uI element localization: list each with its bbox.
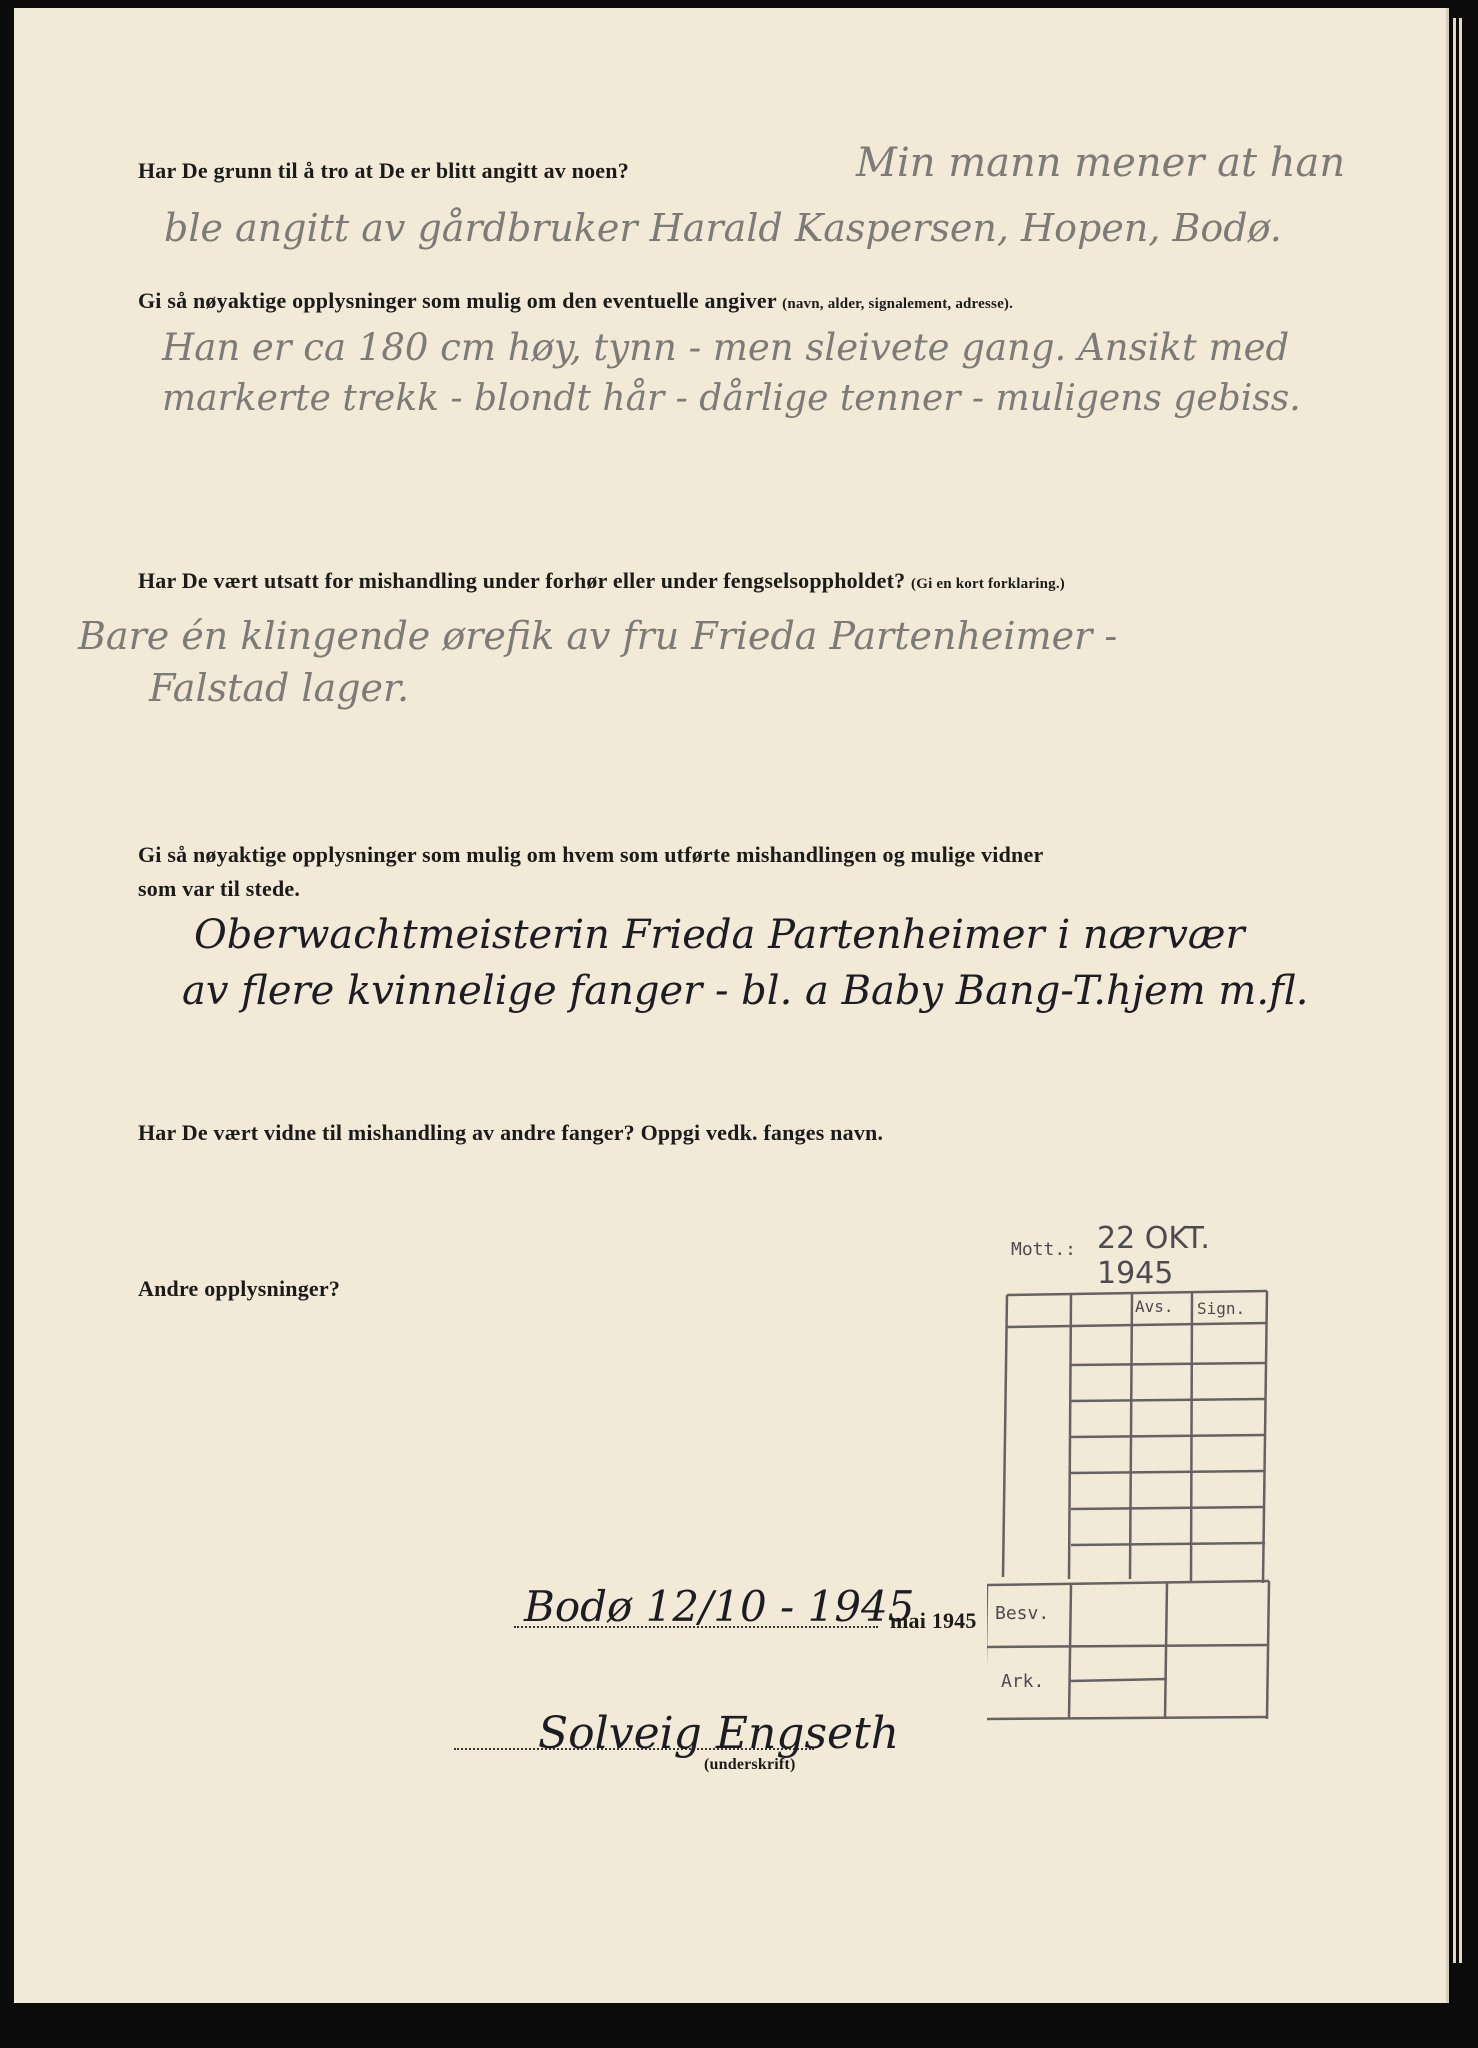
stamp-received-date: 22 OKT. 1945 (1097, 1221, 1210, 1291)
printed-date: mai 1945 (890, 1608, 977, 1633)
question-perpetrator-line1: Gi så nøyaktige opplysninger som mulig om hvem som utførte mishandlingen og mulige vidner (138, 842, 1044, 867)
question-informer-main: Gi så nøyaktige opplysninger som mulig om den eventuelle angiver (138, 288, 777, 313)
question-other-info: Andre opplysninger? (138, 1276, 341, 1301)
answer-denounced-line2: ble angitt av gårdbruker Harald Kaspersen, Hopen, Bodø. (164, 206, 1282, 250)
question-witness: Har De vært vidne til mishandling av andre fanger? Oppgi vedk. fanges navn. (138, 1120, 884, 1145)
handwritten-place-date: Bodø 12/10 - 1945 (524, 1582, 915, 1631)
question-denounced: Har De grunn til å tro at De er blitt angitt av noen? (138, 158, 629, 183)
answer-denounced-line1: Min mann mener at han (856, 140, 1346, 186)
answer-mistreatment-line1: Bare én klingende ørefik av fru Frieda Partenheimer - (78, 614, 1118, 658)
stamp-col-sign: Sign. (1197, 1299, 1246, 1318)
answer-informer-line2: markerte trekk - blondt hår - dårlige tenner - muligens gebiss. (162, 378, 1301, 419)
question-mistreatment (138, 568, 1065, 594)
question-mistreatment-main: Har De vært utsatt for mishandling under forhør eller under fengselsoppholdet? (138, 568, 906, 593)
signature: Solveig Engseth (538, 1708, 900, 1759)
received-stamp (985, 1221, 1275, 1723)
answer-informer-line1: Han er ca 180 cm høy, tynn - men sleivete gang. Ansikt med (162, 326, 1290, 369)
stamp-col-avs: Avs. (1135, 1297, 1174, 1316)
question-informer-details (138, 288, 1013, 314)
question-perpetrator-line2: som var til stede. (138, 876, 301, 901)
stamp-row-besv: Besv. (995, 1603, 1050, 1624)
page-edge (1459, 18, 1462, 1963)
stamp-grid (987, 1283, 1273, 1723)
question-mistreatment-note: (Gi en kort forklaring.) (911, 576, 1065, 592)
answer-perpetrator-line1: Oberwachtmeisterin Frieda Partenheimer i nærvær (194, 912, 1245, 958)
page-edge (1453, 18, 1456, 1963)
signature-label: (underskrift) (704, 1756, 796, 1773)
stamp-received-label: Mott.: (1011, 1239, 1077, 1260)
stamp-row-ark: Ark. (1001, 1671, 1045, 1692)
answer-perpetrator-line2: av flere kvinnelige fanger - bl. a Baby Bang-T.hjem m.fl. (182, 968, 1309, 1014)
answer-mistreatment-line2: Falstad lager. (149, 666, 410, 710)
question-informer-note: (navn, alder, signalement, adresse). (782, 296, 1014, 312)
